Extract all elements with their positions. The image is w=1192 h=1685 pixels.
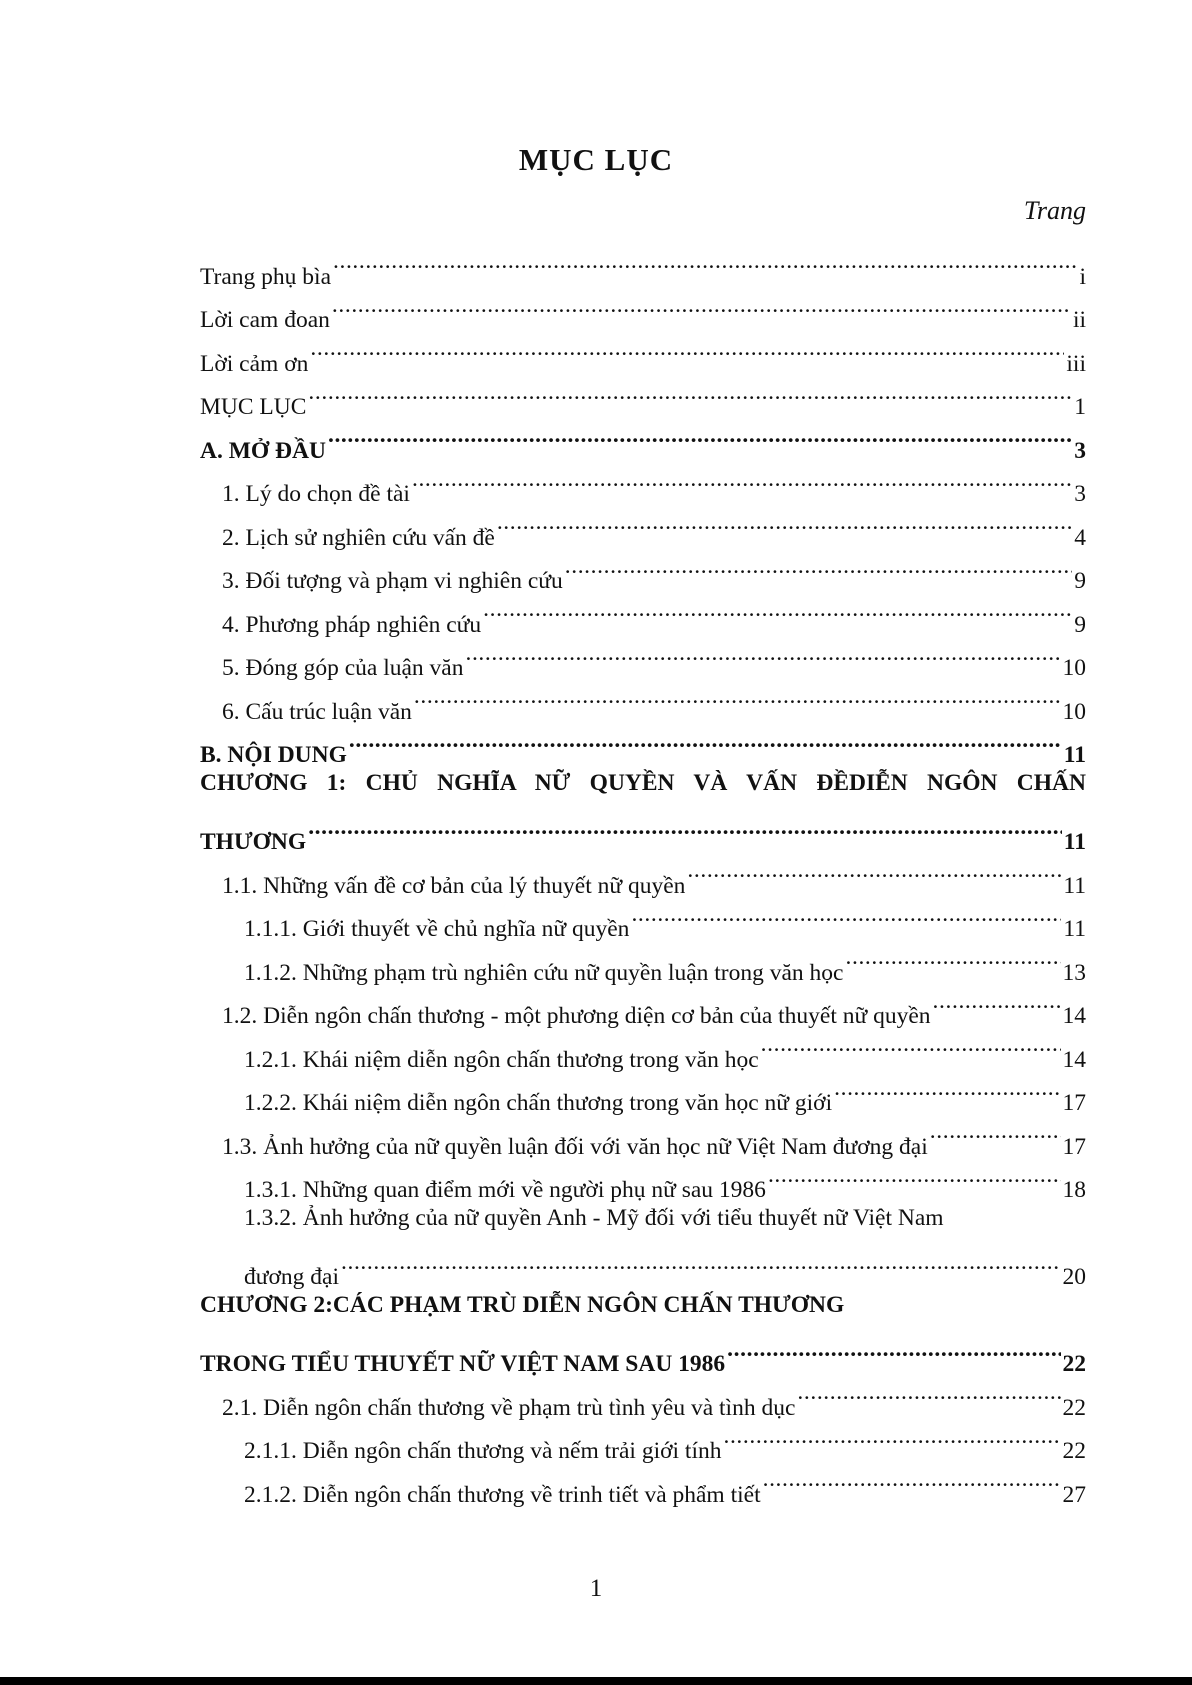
toc-entry-page: 10 (1062, 698, 1086, 725)
toc-entry-text: 1.1. Những vấn đề cơ bản của lý thuyết nữ quyền (222, 872, 686, 899)
toc-entry-text: 1.2.2. Khái niệm diễn ngôn chấn thương trong văn học nữ giới (244, 1090, 833, 1116)
table-of-contents (200, 240, 1086, 1508)
toc-entry-text: Lời cảm ơn (200, 350, 309, 377)
toc-entry (200, 458, 1086, 507)
toc-section-heading (200, 414, 1086, 464)
toc-entry-text: B. NỘI DUNG (200, 742, 347, 768)
dot-leader (631, 893, 1061, 937)
dot-leader (497, 501, 1072, 545)
toc-entry-text: 2.1.1. Diễn ngôn chấn thương và nếm trải giới tính (244, 1438, 722, 1464)
toc-entry-page: 20 (1062, 1264, 1086, 1290)
toc-entry (200, 240, 1086, 290)
toc-entry-text: Trang phụ bìa (200, 263, 331, 290)
toc-chapter-heading (200, 762, 1086, 806)
toc-entry-page: 11 (1063, 829, 1086, 855)
toc-entry-page: 22 (1062, 1438, 1086, 1464)
toc-entry-page: 11 (1063, 872, 1086, 899)
dot-leader (328, 414, 1072, 458)
toc-chapter-heading-continued (200, 806, 1086, 855)
toc-entry-page: 13 (1062, 959, 1086, 986)
dot-leader (727, 1328, 1060, 1372)
toc-entry-text: TRONG TIỂU THUYẾT NỮ VIỆT NAM SAU 1986 (200, 1351, 726, 1377)
toc-entry-text: THƯƠNG (200, 829, 307, 855)
toc-entry-text: 1.3.2. Ảnh hưởng của nữ quyền Anh - Mỹ đối với tiểu thuyết nữ Việt Nam (244, 1205, 944, 1231)
bottom-edge-bar (0, 1677, 1192, 1685)
toc-chapter-heading (200, 1284, 1086, 1328)
dot-leader (414, 675, 1061, 719)
toc-entry-text: 1.1.2. Những phạm trù nghiên cứu nữ quyền luận trong văn học (244, 959, 844, 986)
toc-entry-text: 1. Lý do chọn đề tài (222, 481, 410, 507)
toc-entry-page: 3 (1074, 437, 1086, 464)
toc-entry-page: 9 (1074, 611, 1086, 638)
toc-entry-text: 1.3. Ảnh hưởng của nữ quyền luận đối với văn học nữ Việt Nam đương đại (222, 1133, 928, 1160)
toc-entry-text: 4. Phương pháp nghiên cứu (222, 611, 482, 638)
dot-leader (797, 1371, 1060, 1415)
toc-entry-page: 27 (1062, 1481, 1086, 1508)
dot-leader (483, 588, 1072, 632)
dot-leader (308, 371, 1072, 415)
dot-leader (565, 545, 1073, 589)
dot-leader (333, 240, 1077, 284)
toc-entry-text: 5. Đóng góp của luận văn (222, 655, 464, 681)
toc-entry-text: CHƯƠNG 2:CÁC PHẠM TRÙ DIỄN NGÔN CHẤN THƯƠNG (200, 1292, 845, 1318)
toc-entry-text: 1.3.1. Những quan điểm mới về người phụ nữ sau 1986 (244, 1177, 766, 1203)
dot-leader (412, 458, 1072, 502)
toc-entry-text: 1.2.1. Khái niệm diễn ngôn chấn thương trong văn học (244, 1046, 759, 1073)
toc-chapter-heading-continued (200, 1328, 1086, 1377)
toc-entry-page: 11 (1063, 742, 1086, 768)
toc-entry-continued (200, 1241, 1086, 1290)
toc-entry-text: 2.1.2. Diễn ngôn chấn thương về trinh tiết và phẩm tiết (244, 1481, 761, 1508)
toc-entry (200, 1197, 1086, 1241)
toc-entry-text: 1.2. Diễn ngôn chấn thương - một phương diện cơ bản của thuyết nữ quyền (222, 1003, 931, 1029)
toc-entry-page: 3 (1074, 481, 1086, 507)
dot-leader (308, 806, 1062, 850)
dot-leader (687, 849, 1061, 893)
toc-entry-page: 10 (1062, 655, 1086, 681)
dot-leader (763, 1458, 1061, 1502)
toc-entry-text: 2. Lịch sử nghiên cứu vấn đề (222, 524, 495, 551)
toc-entry-text: 2.1. Diễn ngôn chấn thương về phạm trù tình yêu và tình dục (222, 1394, 796, 1421)
toc-entry-text: CHƯƠNG 1: CHỦ NGHĨA NỮ QUYỀN VÀ VẤN ĐỀDIỄN NGÔN CHẤN (200, 770, 1086, 796)
toc-entry-text: đương đại (244, 1264, 339, 1290)
toc-entry-page: 22 (1062, 1351, 1086, 1377)
toc-entry-text: 3. Đối tượng và phạm vi nghiên cứu (222, 568, 563, 594)
page-column-label: Trang (1023, 196, 1086, 225)
dot-leader (846, 936, 1061, 980)
dot-leader (933, 980, 1061, 1024)
toc-entry-page: 11 (1063, 916, 1086, 942)
toc-entry-text: 6. Cấu trúc luận văn (222, 698, 412, 725)
dot-leader (768, 1154, 1061, 1198)
dot-leader (310, 327, 1064, 371)
dot-leader (834, 1067, 1060, 1111)
toc-entry-text: 1.1.1. Giới thuyết về chủ nghĩa nữ quyền (244, 916, 630, 942)
dot-leader (341, 1241, 1061, 1285)
toc-entry-page: ii (1072, 307, 1086, 333)
toc-entry-text: MỤC LỤC (200, 394, 307, 420)
toc-entry-page: 9 (1074, 568, 1086, 594)
toc-entry-page: 22 (1062, 1394, 1086, 1421)
dot-leader (465, 632, 1060, 676)
toc-entry (200, 327, 1086, 377)
toc-entry (200, 371, 1086, 420)
dot-leader (332, 284, 1071, 328)
toc-entry-page: i (1079, 263, 1086, 290)
toc-entry-page: 1 (1074, 394, 1086, 420)
dot-leader (349, 719, 1062, 763)
dot-leader (761, 1023, 1061, 1067)
toc-entry-text: A. MỞ ĐẦU (200, 437, 326, 464)
dot-leader (930, 1110, 1061, 1154)
toc-entry-page: 14 (1062, 1046, 1086, 1073)
footer-page-number: 1 (589, 1575, 603, 1602)
toc-entry (200, 284, 1086, 333)
toc-entry-page: iii (1066, 350, 1086, 377)
toc-entry-page: 17 (1062, 1133, 1086, 1160)
toc-entry (200, 849, 1086, 899)
toc-entry-page: 17 (1062, 1090, 1086, 1116)
dot-leader (723, 1415, 1060, 1459)
toc-entry-page: 4 (1074, 524, 1086, 551)
toc-entry-page: 18 (1062, 1177, 1086, 1203)
toc-entry-text: Lời cam đoan (200, 307, 330, 333)
toc-entry-page: 14 (1062, 1003, 1086, 1029)
page-title: MỤC LỤC (518, 142, 674, 177)
